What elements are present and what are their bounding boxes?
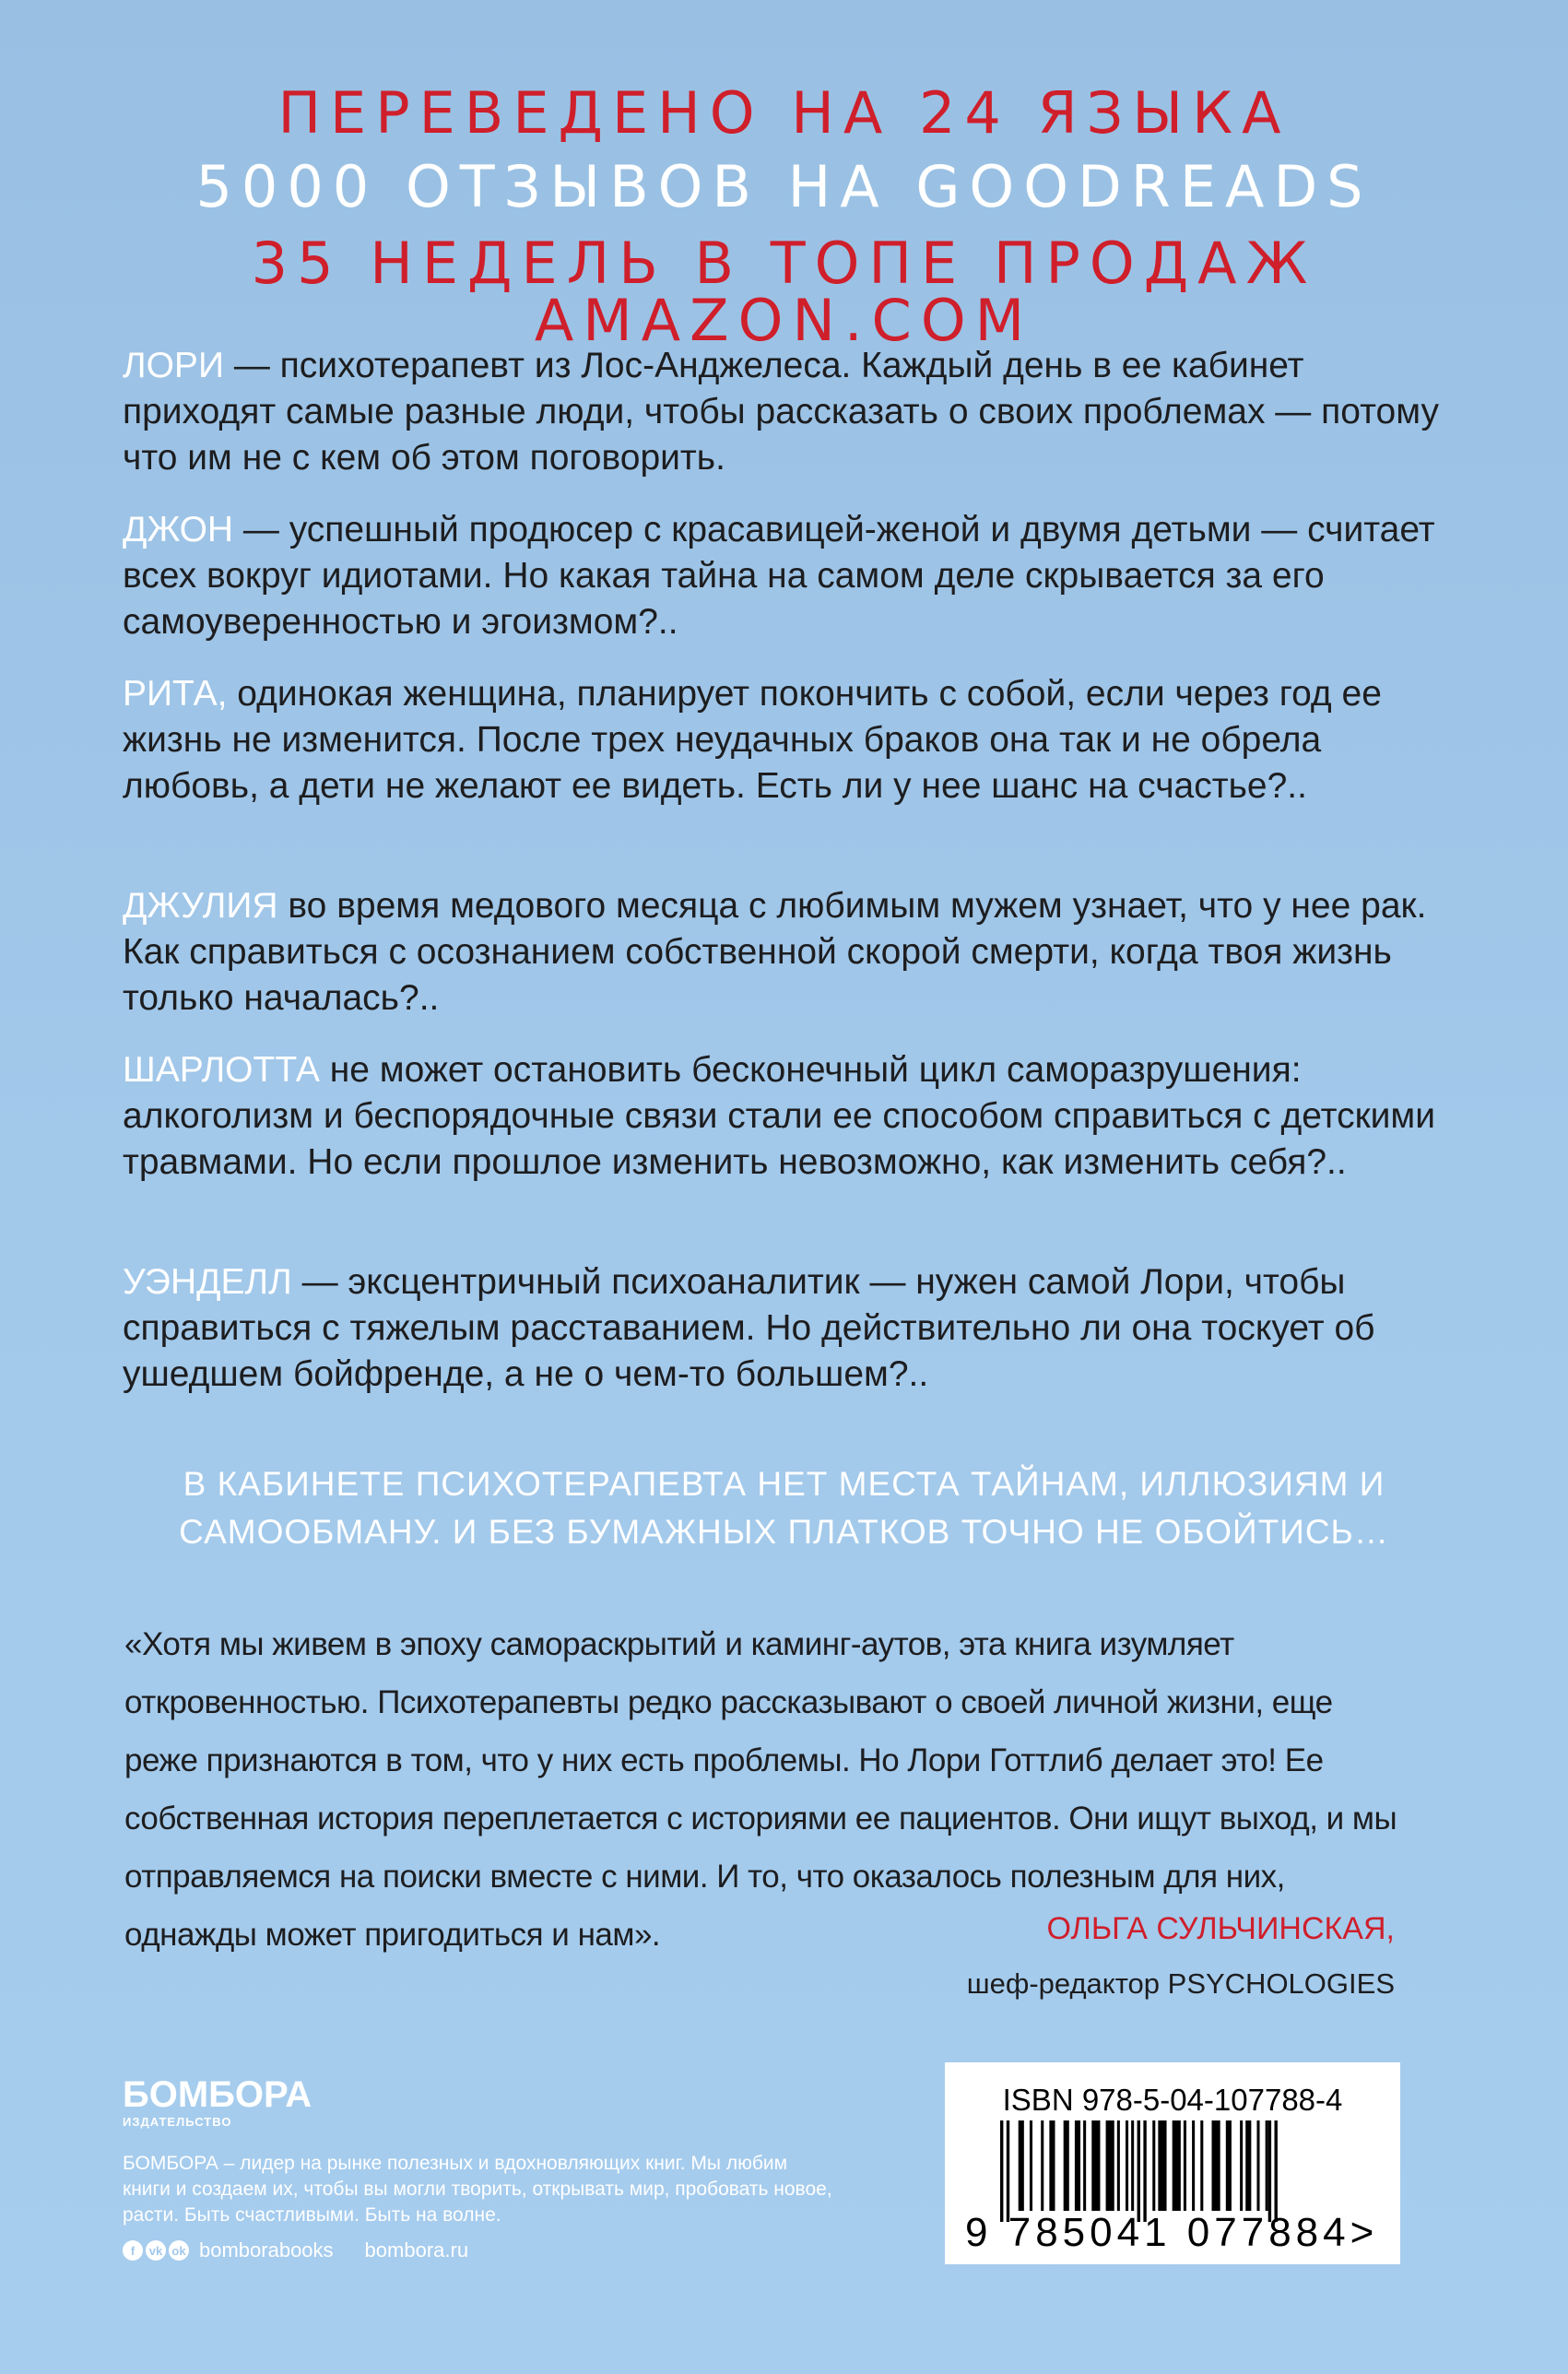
story-text: одинокая женщина, планирует покончить с собой, если через год ее жизнь не изменится. После трех неудачных браков она так и не обрела любовь, а дети не желают ее видеть. Есть ли у нее шанс на счастье?.. bbox=[123, 674, 1382, 806]
story-charlotte bbox=[123, 1047, 1459, 1186]
barcode-bar bbox=[1226, 2120, 1232, 2211]
story-name: РИТА, bbox=[123, 674, 228, 714]
story-name: ДЖОН bbox=[123, 510, 234, 549]
story-name: ШАРЛОТТА bbox=[123, 1050, 320, 1090]
barcode-bar bbox=[1240, 2120, 1243, 2211]
barcode-bar bbox=[1131, 2120, 1134, 2211]
facebook-icon: f bbox=[123, 2240, 143, 2261]
headline-translations: ПЕРЕВЕДЕНО НА 24 ЯЗЫКА bbox=[277, 79, 1291, 147]
publisher-description: БОМБОРА – лидер на рынке полезных и вдохновляющих книг. Мы любим книги и создаем их, чтобы вы могли творить, открывать мир, пробовать новое, расти. Быть счастливыми. Быть на волне. bbox=[123, 2153, 832, 2226]
ean-right-group: 077884 bbox=[1186, 2210, 1350, 2255]
isbn-label: ISBN 978-5-04-107788-4 bbox=[1002, 2083, 1343, 2117]
barcode-bar bbox=[1138, 2120, 1140, 2222]
social-handle: bomborabooks bbox=[199, 2238, 334, 2262]
story-rita bbox=[123, 671, 1459, 809]
publisher-site: bombora.ru bbox=[364, 2238, 469, 2262]
review-quote: «Хотя мы живем в эпоху самораскрытий и каминг-аутов, эта книга изумляет откровенностью. Психотерапевты редко рассказывают о своей личной жизни, еще реже признаются в том, что у них есть проблемы. Но Лори Готтлиб делает это! Ее собственная история переплетается с историями ее пациентов. Они ищут выход, и мы отправляемся на поиски вместе с ними. И то, что оказалось полезным для них, однажды может пригодиться и нам». bbox=[124, 1626, 1397, 1953]
barcode-bar bbox=[1158, 2120, 1166, 2211]
barcode-bar bbox=[1192, 2120, 1195, 2211]
barcode-bar bbox=[1266, 2120, 1268, 2211]
barcode-bar bbox=[1117, 2120, 1120, 2211]
publisher-socials bbox=[123, 2238, 468, 2262]
barcode-bar bbox=[1184, 2120, 1186, 2211]
barcode-bar bbox=[1256, 2120, 1259, 2211]
barcode-bar bbox=[1075, 2120, 1080, 2211]
publisher-logo bbox=[123, 2074, 312, 2130]
barcode-bars bbox=[1000, 2120, 1345, 2222]
story-john bbox=[123, 507, 1459, 645]
barcode-bar bbox=[1106, 2120, 1114, 2211]
publisher-logo-brand: БОМБОРА bbox=[123, 2074, 312, 2115]
barcode-bar bbox=[1000, 2120, 1003, 2222]
barcode-bar bbox=[1200, 2120, 1203, 2211]
barcode-bar bbox=[1126, 2120, 1128, 2211]
odnoklassniki-icon: ok bbox=[169, 2240, 189, 2261]
barcode-bar bbox=[1212, 2120, 1220, 2211]
barcode-bar bbox=[1064, 2120, 1069, 2211]
ean-left-group: 785041 bbox=[1008, 2210, 1172, 2255]
headline-goodreads: 5000 ОТЗЫВОВ НА GOODREADS bbox=[195, 153, 1373, 220]
story-name: УЭНДЕЛЛ bbox=[123, 1262, 292, 1302]
barcode-box bbox=[945, 2062, 1400, 2264]
barcode-bar bbox=[1152, 2120, 1155, 2211]
story-julia bbox=[123, 883, 1459, 1022]
barcode-bar bbox=[1268, 2120, 1271, 2222]
story-text: во время медового месяца с любимым мужем узнает, что у нее рак. Как справиться с осознанием собственной скорой смерти, когда твоя жизнь только началась?.. bbox=[123, 886, 1427, 1018]
vk-icon: vk bbox=[146, 2240, 166, 2261]
tagline: В КАБИНЕТЕ ПСИХОТЕРАПЕВТА НЕТ МЕСТА ТАЙНАМ, ИЛЛЮЗИЯМ И САМООБМАНУ. И БЕЗ БУМАЖНЫХ ПЛАТКОВ ТОЧНО НЕ ОБОЙТИСЬ… bbox=[179, 1465, 1389, 1551]
ean-first-digit: 9 bbox=[965, 2210, 993, 2255]
publisher-logo-sub: ИЗДАТЕЛЬСТВО bbox=[123, 2115, 232, 2129]
ean-digits bbox=[965, 2210, 1378, 2256]
story-text: — психотерапевт из Лос-Анджелеса. Каждый день в ее кабинет приходят самые разные люди, чтобы рассказать о своих проблемах — потому что им не с кем об этом поговорить. bbox=[123, 346, 1439, 478]
barcode-bar bbox=[1041, 2120, 1043, 2211]
story-text: не может остановить бесконечный цикл саморазрушения: алкоголизм и беспорядочные связи стали ее способом справиться с детскими травмами. Но если прошлое изменить невозможно, как изменить себя?.. bbox=[123, 1050, 1436, 1182]
barcode-bar bbox=[1019, 2120, 1024, 2211]
barcode-bar bbox=[1091, 2120, 1100, 2211]
barcode-bar bbox=[1275, 2120, 1278, 2222]
story-name: ДЖУЛИЯ bbox=[123, 886, 278, 926]
quote-author-role: шеф-редактор PSYCHOLOGIES bbox=[966, 1967, 1395, 2000]
barcode-bar bbox=[1007, 2120, 1009, 2222]
ean-arrow: > bbox=[1350, 2210, 1379, 2255]
story-wendell bbox=[123, 1259, 1459, 1398]
barcode-bar bbox=[1083, 2120, 1086, 2211]
story-text: — эксцентричный психоаналитик — нужен самой Лори, чтобы справиться с тяжелым расставанием. Но действительно ли она тоскует об ушедшем бойфренде, а не о чем-то большем?.. bbox=[123, 1262, 1375, 1394]
barcode-bar bbox=[1173, 2120, 1181, 2211]
barcode-bar bbox=[1030, 2120, 1032, 2211]
barcode-bar bbox=[1245, 2120, 1251, 2211]
barcode-bar bbox=[1049, 2120, 1055, 2211]
headline-amazon: 35 НЕДЕЛЬ В ТОПЕ ПРОДАЖ AMAZON.COM bbox=[251, 230, 1317, 354]
barcode-bar bbox=[1143, 2120, 1146, 2222]
story-lori bbox=[123, 343, 1459, 481]
story-text: — успешный продюсер с красавицей-женой и двумя детьми — считает всех вокруг идиотами. Но какая тайна на самом деле скрывается за его самоуверенностью и эгоизмом?.. bbox=[123, 510, 1435, 642]
quote-author: ОЛЬГА СУЛЬЧИНСКАЯ, bbox=[1046, 1911, 1395, 1946]
story-name: ЛОРИ bbox=[123, 346, 224, 385]
